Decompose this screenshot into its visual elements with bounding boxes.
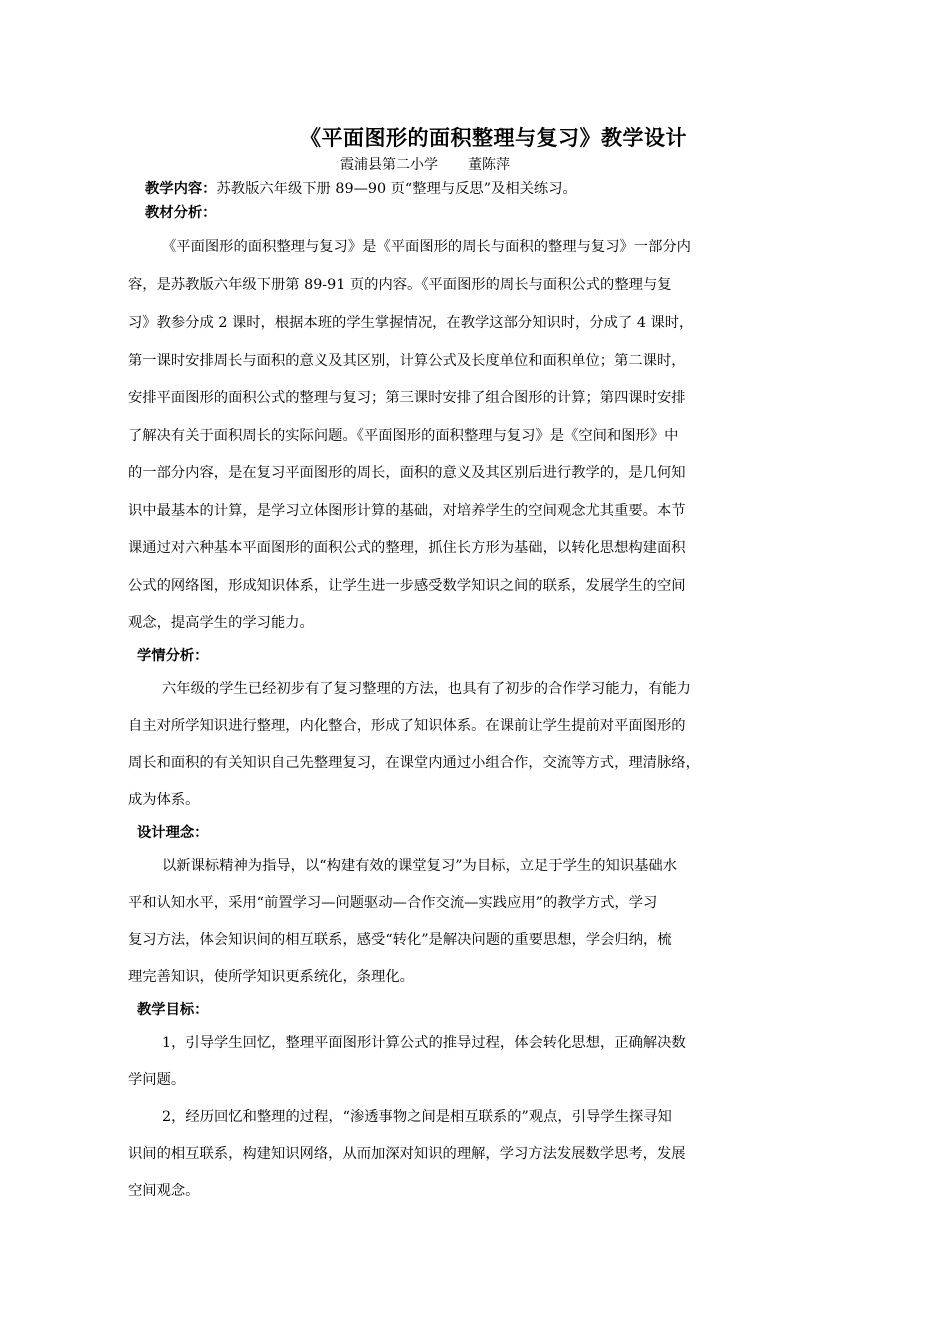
paragraph-line: 周长和面积的有关知识自己先整理复习，在课堂内通过小组合作，交流等方式，理清脉络， — [128, 755, 700, 771]
paragraph-line: 2，经历回忆和整理的过程，“渗透事物之间是相互联系的”观点，引导学生探寻知 — [162, 1109, 672, 1125]
paragraph-line: 了解决有关于面积周长的实际问题。《平面图形的面积整理与复习》是《空间和图形》中 — [128, 428, 679, 444]
paragraph-line: 六年级的学生已经初步有了复习整理的方法，也具有了初步的合作学习能力，有能力 — [162, 681, 691, 697]
paragraph-line: 平和认知水平，采用“前置学习—问题驱动—合作交流—实践应用”的教学方式，学习 — [128, 895, 658, 911]
paragraph-line: 自主对所学知识进行整理，内化整合，形成了知识体系。在课前让学生提前对平面图形的 — [128, 718, 686, 734]
author-line — [340, 154, 510, 174]
student-analysis-heading: 学情分析： — [137, 648, 209, 664]
design-concept-heading: 设计理念： — [137, 825, 209, 841]
paragraph-line: 公式的网络图，形成知识体系，让学生进一步感受数学知识之间的联系，发展学生的空间 — [128, 578, 686, 594]
paragraph-line: 复习方法，体会知识间的相互联系，感受“转化”是解决问题的重要思想，学会归纳，梳 — [128, 932, 672, 948]
paragraph-line: 识中最基本的计算，是学习立体图形计算的基础，对培养学生的空间观念尤其重要。本节 — [128, 503, 686, 519]
paragraph-line: 课通过对六种基本平面图形的面积公式的整理，抓住长方形为基础，以转化思想构建面积 — [128, 540, 686, 556]
paragraph-line: 的一部分内容，是在复习平面图形的周长，面积的意义及其区别后进行教学的，是几何知 — [128, 465, 686, 481]
paragraph-line: 理完善知识，使所学知识更系统化，条理化。 — [128, 969, 414, 985]
paragraph-line: 学问题。 — [128, 1072, 186, 1088]
author-name: 董陈萍 — [468, 157, 510, 173]
paragraph-line: 安排平面图形的面积公式的整理与复习；第三课时安排了组合图形的计算；第四课时安排 — [128, 390, 686, 406]
paragraph-line: 容，是苏教版六年级下册第 89-91 页的内容。《平面图形的周长与面积公式的整理与复 — [128, 277, 672, 293]
school-name: 霞浦县第二小学 — [340, 157, 438, 173]
paragraph-line: 识间的相互联系，构建知识网络，从而加深对知识的理解，学习方法发展数学思考，发展 — [128, 1146, 686, 1162]
paragraph-line: 《平面图形的面积整理与复习》是《平面图形的周长与面积的整理与复习》一部分内 — [162, 239, 691, 255]
paragraph-line: 观念，提高学生的学习能力。 — [128, 615, 314, 631]
teaching-content-heading: 教学内容： — [145, 181, 217, 197]
paragraph-line: 第一课时安排周长与面积的意义及其区别，计算公式及长度单位和面积单位；第二课时， — [128, 353, 686, 369]
paragraph-line: 空间观念。 — [128, 1183, 200, 1199]
material-analysis-heading: 教材分析： — [145, 205, 217, 221]
teaching-content-text: 苏教版六年级下册 89—90 页“整理与反思”及相关练习。 — [216, 181, 577, 197]
paragraph-line: 习》教参分成 2 课时，根据本班的学生掌握情况，在教学这部分知识时，分成了 4 课时， — [128, 315, 694, 331]
teaching-content-line — [145, 178, 577, 198]
document-title: 《平面图形的面积整理与复习》教学设计 — [300, 126, 687, 150]
teaching-goals-heading: 教学目标： — [137, 1002, 209, 1018]
paragraph-line: 以新课标精神为指导，以“构建有效的课堂复习”为目标，立足于学生的知识基础水 — [162, 858, 678, 874]
paragraph-line: 成为体系。 — [128, 792, 200, 808]
paragraph-line: 1，引导学生回忆，整理平面图形计算公式的推导过程，体会转化思想，正确解决数 — [162, 1035, 686, 1051]
